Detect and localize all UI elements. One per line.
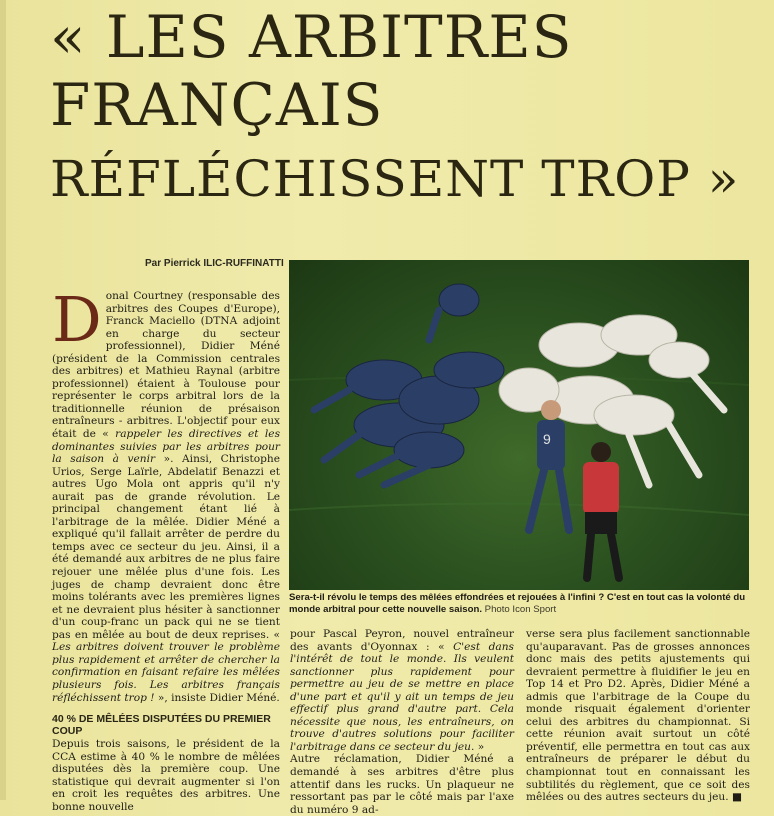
article-column-2 bbox=[290, 628, 514, 816]
paragraph-4: Autre réclamation, Didier Méné a demandé à ses arbitres d'être plus attentif dans les rucks. Un plaqueur ne ressortant pas par le côté mais par l'axe du numéro 9 ad- bbox=[290, 753, 514, 816]
headline bbox=[50, 3, 770, 214]
scrum-illustration bbox=[289, 260, 749, 590]
svg-text:9: 9 bbox=[543, 431, 551, 447]
headline-line-1: « LES ARBITRES bbox=[50, 3, 573, 71]
drop-cap: D bbox=[52, 283, 102, 356]
paragraph-3: pour Pascal Peyron, nouvel entraîneur des avants d'Oyonnax : « C'est dans l'intérêt de tout le monde. Ils veulent sanctionner plus rapidement pour permettre au jeu de se mettre en place d'une part et qu'il y ait un temps de jeu effectif plus grand d'autre part. Cela nécessite que nous, les entraîneurs, on trouve d'autres solutions pour faciliter l'arbitrage dans ce secteur du jeu. » bbox=[290, 628, 514, 753]
section-subhead: 40 % DE MÊLÉES DISPUTÉES DU PREMIER COUP bbox=[52, 713, 271, 738]
paragraph-2: Depuis trois saisons, le président de la CCA estime à 40 % le nombre de mêlées disputées dès la première coup. Une statistique qui devrait augmenter si l'on en croit les requêtes des arbitres. Une bonne nouvelle bbox=[52, 738, 280, 813]
paragraph-5: verse sera plus facilement sanctionnable qu'auparavant. Pas de grosses annonces donc mais des petits ajustements qui devraient permettre à fluidifier le jeu en Top 14 et Pro D2. Après, Didier Méné a admis que l'arbitrage de la Coupe du monde risquait également d'orienter celui des arbitres du championnat. Si cette réunion avait surtout un côté préventif, elle permettra en tout cas aux entraîneurs de préparer le début du championnat tout en connaissant les subtilités du règlement, que ce soit des mêlées ou des autres secteurs du jeu. ■ bbox=[526, 628, 750, 804]
rugby-scrum-photo bbox=[289, 260, 749, 590]
headline-line-2: FRANÇAIS bbox=[50, 71, 384, 139]
photo-caption bbox=[289, 592, 751, 616]
intro-paragraph: Donal Courtney (responsable des arbitres des Coupes d'Europe), Franck Maciello (DTNA adjoint en charge du secteur professionnel), Didier Méné (président de la Commission centrales des arbitres) et Mathieu Raynal (arbitre professionnel) étaient à Toulouse pour représenter le corps arbitral lors de la traditionnelle réunion de présaison entraîneurs - arbitres. L'objectif pour eux était de « rappeler les directives et les dominantes suivies par les arbitres pour la saison à venir ». Ainsi, Christophe Urios, Serge Laïrle, Abdelatif Benazzi et autres Ugo Mola ont appris qu'il n'y aurait pas de grande révolution. Le principal changement étant lié à l'arbitrage de la mêlée. Didier Méné a expliqué qu'il fallait arrêter de perdre du temps avec ce secteur du jeu. Ainsi, il a été demandé aux arbitres de ne plus faire rejouer une mêlée plus d'une fois. Les juges de champ devraient donc être moins tolérants avec les premières lignes et ne devraient plus hésiter à sanctionner d'un coup-franc un pack qui ne se tient pas en mêlée au bout de deux reprises. « Les arbitres doivent trouver le problème plus rapidement et arrêter de chercher la confirmation en faisant refaire les mêlées plusieurs fois. Les arbitres français réfléchissent trop ! », insiste Didier Méné. bbox=[52, 283, 281, 704]
article-column-3 bbox=[526, 628, 750, 804]
byline: Par Pierrick ILIC-RUFFINATTI bbox=[145, 258, 284, 269]
article-column-1 bbox=[52, 283, 281, 813]
referee bbox=[583, 442, 619, 578]
headline-line-3: RÉFLÉCHISSENT TROP » bbox=[50, 150, 740, 208]
page-edge bbox=[0, 0, 6, 800]
photo-credit: Photo Icon Sport bbox=[484, 604, 557, 615]
caption-text: Sera-t-il révolu le temps des mêlées effondrées et rejouées à l'infini ? C'est en tout cas la volonté du monde arbitral pour cette nouvelle saison. bbox=[289, 592, 746, 615]
